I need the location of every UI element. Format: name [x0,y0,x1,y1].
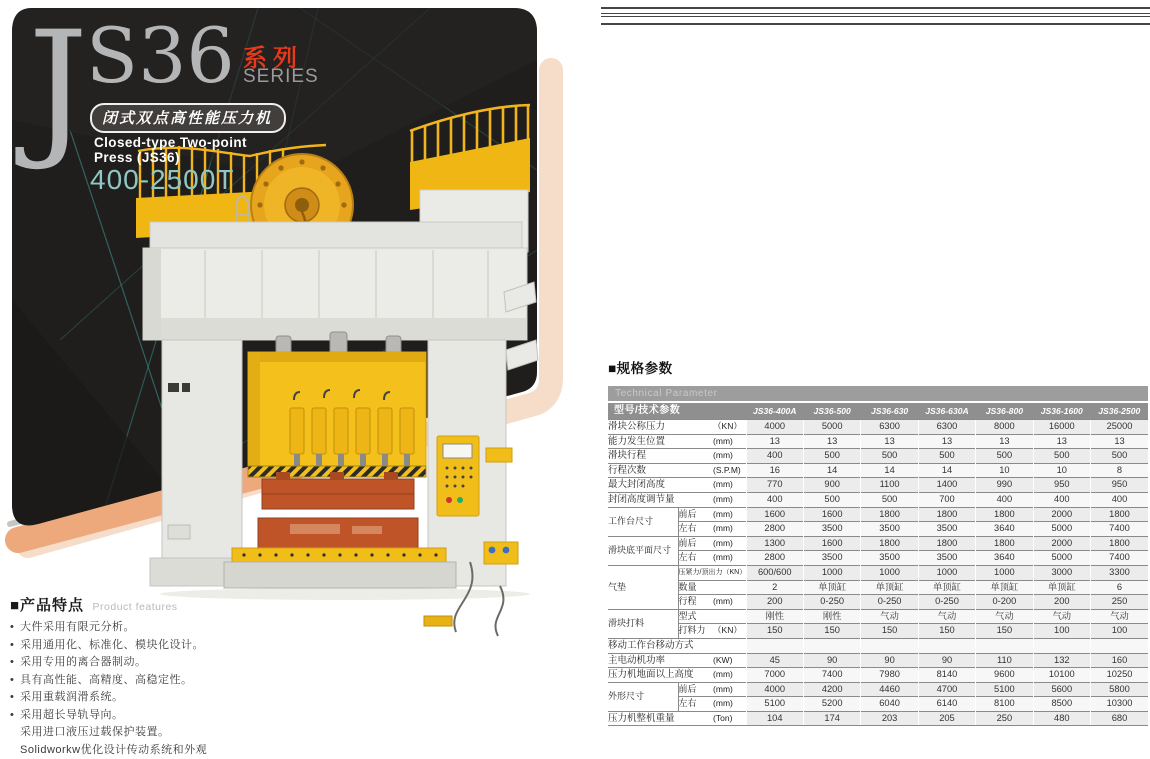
spec-value: 4700 [918,682,975,697]
spec-value: 2800 [746,522,803,537]
spec-row [608,420,1148,435]
spec-value: 1300 [746,536,803,551]
spec-value: 单顶缸 [918,580,975,595]
spec-value [1033,638,1090,653]
product-name-en [94,135,247,165]
spec-value: 90 [803,653,860,668]
title-s36: S36 [86,18,235,94]
upper-die [262,472,414,509]
spec-unit: (mm) [713,492,746,507]
rule-line [601,13,1150,14]
spec-value: 7400 [1091,522,1149,537]
spec-model-header: JS36-500 [803,403,860,420]
spec-value: 150 [976,624,1033,639]
spec-value: 950 [1033,478,1090,493]
spec-unit: （KN） [713,624,746,639]
spec-unit [713,580,746,595]
spec-value: 770 [746,478,803,493]
spec-model-header: JS36-400A [746,403,803,420]
spec-value: 4200 [803,682,860,697]
spec-value: 1600 [803,507,860,522]
spec-value: 5000 [803,420,860,435]
spec-value: 174 [803,711,860,726]
feature-item: • 采用超长导轨导向。 [10,707,430,725]
bolster-bed [224,548,456,588]
spec-model-header: JS36-1600 [1033,403,1090,420]
spec-value: 13 [976,434,1033,449]
spec-value: 680 [1091,711,1149,726]
spec-value: 7400 [803,668,860,683]
spec-value: 950 [1091,478,1149,493]
spec-sub-label: 压紧力/顶出力（KN） [678,565,746,580]
spec-value: 10 [1033,463,1090,478]
spec-header-label: 型号/技术参数 [608,403,746,420]
spec-row [608,697,1148,712]
feature-item: • 采用通用化、标准化、模块化设计。 [10,637,430,655]
spec-value: 8000 [976,420,1033,435]
spec-value: 3500 [918,522,975,537]
spec-value: 1800 [861,536,918,551]
spec-value: 14 [861,463,918,478]
spec-row-label: 主电动机功率 [608,653,713,668]
spec-value: 7000 [746,668,803,683]
spec-group-label: 气垫 [608,565,678,609]
spec-value: 10 [976,463,1033,478]
bullet-icon: • [10,637,20,655]
bullet-icon: • [10,619,20,637]
spec-value [918,638,975,653]
bullet-icon: • [10,689,20,707]
spec-value: 3000 [1033,565,1090,580]
spec-value: 8100 [976,697,1033,712]
spec-value: 600/600 [746,565,803,580]
spec-value: 8500 [1033,697,1090,712]
spec-row [608,492,1148,507]
spec-value: 1600 [803,536,860,551]
spec-value [976,638,1033,653]
spec-value: 500 [1033,449,1090,464]
title-letter-j: J [28,12,88,162]
spec-value: 1100 [861,478,918,493]
spec-unit: (S.P.M) [713,463,746,478]
spec-value: 150 [803,624,860,639]
spec-value: 700 [918,492,975,507]
spec-value: 2000 [1033,507,1090,522]
spec-value: 3500 [803,522,860,537]
spec-value: 1800 [976,536,1033,551]
spec-row [608,682,1148,697]
spec-row [608,463,1148,478]
spec-value: 10300 [1091,697,1149,712]
spec-row [608,609,1148,624]
spec-value: 6 [1091,580,1149,595]
spec-value: 7400 [1091,551,1149,566]
spec-row [608,507,1148,522]
spec-value: 1000 [803,565,860,580]
bullet-icon: • [10,672,20,690]
spec-header-row [608,403,1148,420]
spec-row-label: 压力机整机重量 [608,711,713,726]
spec-unit: (mm) [713,595,746,610]
spec-unit: (mm) [713,551,746,566]
spec-row [608,565,1148,580]
feature-item: • 采用专用的离合器制动。 [10,654,430,672]
spec-value: 90 [918,653,975,668]
spec-value: 刚性 [803,609,860,624]
spec-value: 400 [746,492,803,507]
spec-value: 7980 [861,668,918,683]
spec-value: 10250 [1091,668,1149,683]
spec-value: 5600 [1033,682,1090,697]
feature-list [10,619,430,759]
spec-row [608,711,1148,726]
spec-value: 6300 [861,420,918,435]
spec-value: 1400 [918,478,975,493]
spec-value: 400 [976,492,1033,507]
spec-value: 14 [918,463,975,478]
spec-value: 气动 [1033,609,1090,624]
spec-value: 13 [1033,434,1090,449]
spec-value: 单顶缸 [803,580,860,595]
spec-value: 单顶缸 [976,580,1033,595]
spec-value: 1000 [861,565,918,580]
spec-value: 205 [918,711,975,726]
spec-sub-label: 前后 [678,536,713,551]
spec-value: 132 [1033,653,1090,668]
spec-value: 1800 [976,507,1033,522]
feature-item: • 具有高性能、高精度、高稳定性。 [10,672,430,690]
series-label-en: SERIES [243,66,319,88]
spec-row-label: 行程次数 [608,463,713,478]
features-heading-en: Product features [93,601,178,613]
spec-value: 3640 [976,551,1033,566]
spec-unit: (mm) [713,478,746,493]
spec-sub-label: 前后 [678,682,713,697]
spec-sub-label: 打料力 [678,624,713,639]
spec-value: 990 [976,478,1033,493]
spec-row-label: 滑块公称压力 [608,420,713,435]
spec-value: 100 [1033,624,1090,639]
spec-value: 5000 [1033,551,1090,566]
product-name-en-line1: Closed-type Two-point [94,135,247,150]
product-features-section [10,594,430,759]
spec-value: 10100 [1033,668,1090,683]
spec-value: 500 [1091,449,1149,464]
spec-value: 1800 [1091,536,1149,551]
product-name-en-line2: Press (JS36) [94,150,247,165]
spec-row-label: 封闭高度调节量 [608,492,713,507]
spec-value: 203 [861,711,918,726]
spec-value: 2 [746,580,803,595]
specs-heading: ■规格参数 [608,357,1148,377]
spec-value: 400 [1091,492,1149,507]
spec-value: 250 [976,711,1033,726]
spec-value: 1800 [1091,507,1149,522]
spec-sub-label: 行程 [678,595,713,610]
spec-value: 110 [976,653,1033,668]
spec-row [608,580,1148,595]
specifications-section [608,357,1148,726]
spec-value: 500 [861,492,918,507]
spec-value: 6300 [918,420,975,435]
spec-sub-label: 左右 [678,522,713,537]
rule-line [601,7,1150,9]
spec-unit: (mm) [713,536,746,551]
spec-value: 250 [1091,595,1149,610]
spec-value: 6040 [861,697,918,712]
spec-value: 150 [861,624,918,639]
spec-group-label: 滑块底平面尺寸 [608,536,678,565]
spec-value: 气动 [918,609,975,624]
tonnage-range: 400-2500T [90,164,234,196]
rule-line [601,23,1150,25]
product-name-badge: 闭式双点高性能压力机 [90,103,286,133]
spec-sub-label: 左右 [678,551,713,566]
spec-row [608,522,1148,537]
spec-unit [713,638,746,653]
spec-value: 16 [746,463,803,478]
spec-value: 3500 [918,551,975,566]
spec-value: 45 [746,653,803,668]
spec-unit: （KN） [713,420,746,435]
feature-item: • 大件采用有限元分析。 [10,619,430,637]
spec-row-label: 移动工作台移动方式 [608,638,713,653]
spec-model-header: JS36-630 [861,403,918,420]
spec-row [608,536,1148,551]
rule-line [601,16,1150,17]
spec-row-label: 能力发生位置 [608,434,713,449]
spec-value: 13 [746,434,803,449]
spec-value: 160 [1091,653,1149,668]
spec-model-header: JS36-630A [918,403,975,420]
spec-value: 500 [918,449,975,464]
spec-value: 13 [861,434,918,449]
spec-value [746,638,803,653]
spec-value [803,638,860,653]
spec-value: 200 [1033,595,1090,610]
spec-value: 14 [803,463,860,478]
bullet-icon: • [10,707,20,725]
spec-value: 1000 [918,565,975,580]
spec-value [1091,638,1149,653]
spec-group-label: 工作台尺寸 [608,507,678,536]
spec-value: 3500 [861,522,918,537]
spec-value: 25000 [1091,420,1149,435]
feature-item: • 采用重载润滑系统。 [10,689,430,707]
feature-item: 采用进口液压过载保护装置。 [10,724,430,742]
spec-value: 1800 [918,536,975,551]
spec-row [608,668,1148,683]
slide-block [248,352,426,477]
crown [143,222,527,340]
spec-value: 4460 [861,682,918,697]
spec-value: 0-250 [918,595,975,610]
spec-value: 5200 [803,697,860,712]
spec-sub-label: 左右 [678,697,713,712]
hero-title-block [28,26,308,186]
spec-unit: (mm) [713,697,746,712]
spec-value: 400 [1033,492,1090,507]
spec-unit: (mm) [713,682,746,697]
spec-value: 单顶缸 [861,580,918,595]
spec-model-header: JS36-2500 [1091,403,1149,420]
spec-value: 200 [746,595,803,610]
spec-value: 2000 [1033,536,1090,551]
spec-value: 2800 [746,551,803,566]
spec-value: 3500 [861,551,918,566]
lower-die [258,518,418,548]
spec-value: 1600 [746,507,803,522]
spec-value: 1800 [918,507,975,522]
spec-unit: (Ton) [713,711,746,726]
spec-table [608,403,1148,726]
spec-row [608,653,1148,668]
spec-row-label: 滑块行程 [608,449,713,464]
feature-item: Solidworkw优化设计传动系统和外观 [10,742,430,759]
spec-value: 单顶缸 [1033,580,1090,595]
spec-row [608,638,1148,653]
spec-value: 气动 [861,609,918,624]
spec-unit: (mm) [713,507,746,522]
spec-unit: (mm) [713,449,746,464]
spec-value: 气动 [1091,609,1149,624]
spec-value: 气动 [976,609,1033,624]
spec-value: 0-250 [803,595,860,610]
spec-value: 3500 [803,551,860,566]
spec-value: 1000 [976,565,1033,580]
spec-value: 13 [1091,434,1149,449]
spec-value: 5100 [976,682,1033,697]
spec-sub-label: 型式 [678,609,713,624]
spec-group-label: 外形尺寸 [608,682,678,711]
spec-value [861,638,918,653]
spec-value: 6140 [918,697,975,712]
spec-value: 400 [746,449,803,464]
spec-value: 3300 [1091,565,1149,580]
spec-value: 5000 [1033,522,1090,537]
spec-unit: (mm) [713,522,746,537]
technical-parameter-bar: Technical Parameter [608,386,1148,401]
spec-row [608,449,1148,464]
spec-row [608,434,1148,449]
hero-section [0,0,570,645]
spec-row [608,478,1148,493]
spec-group-label: 滑块打料 [608,609,678,638]
spec-value: 500 [803,492,860,507]
spec-value: 8 [1091,463,1149,478]
spec-value: 4000 [746,420,803,435]
spec-unit: (mm) [713,434,746,449]
spec-value: 90 [861,653,918,668]
spec-row [608,624,1148,639]
spec-value: 0-250 [861,595,918,610]
spec-value: 104 [746,711,803,726]
spec-value: 150 [918,624,975,639]
spec-value: 0-200 [976,595,1033,610]
spec-value: 3640 [976,522,1033,537]
spec-value: 900 [803,478,860,493]
spec-sub-label: 前后 [678,507,713,522]
spec-value: 100 [1091,624,1149,639]
spec-value: 16000 [1033,420,1090,435]
spec-unit: (mm) [713,668,746,683]
spec-value: 150 [746,624,803,639]
spec-value: 4000 [746,682,803,697]
features-heading [10,594,430,615]
series-label-cn: 系列 [243,38,303,73]
spec-row [608,595,1148,610]
spec-value: 500 [861,449,918,464]
spec-value: 500 [976,449,1033,464]
bullet-icon: • [10,654,20,672]
top-decorative-rules [601,0,1150,30]
spec-sub-label: 数量 [678,580,713,595]
spec-row-label: 压力机地面以上高度 [608,668,713,683]
spec-unit [713,609,746,624]
spec-value: 刚性 [746,609,803,624]
features-heading-cn: ■产品特点 [10,597,84,614]
spec-value: 500 [803,449,860,464]
spec-value: 480 [1033,711,1090,726]
spec-value: 1800 [861,507,918,522]
spec-value: 5100 [746,697,803,712]
spec-unit: (KW) [713,653,746,668]
spec-value: 13 [918,434,975,449]
spec-value: 5800 [1091,682,1149,697]
spec-value: 9600 [976,668,1033,683]
spec-value: 13 [803,434,860,449]
spec-model-header: JS36-800 [976,403,1033,420]
spec-row [608,551,1148,566]
spec-value: 8140 [918,668,975,683]
spec-row-label: 最大封闭高度 [608,478,713,493]
